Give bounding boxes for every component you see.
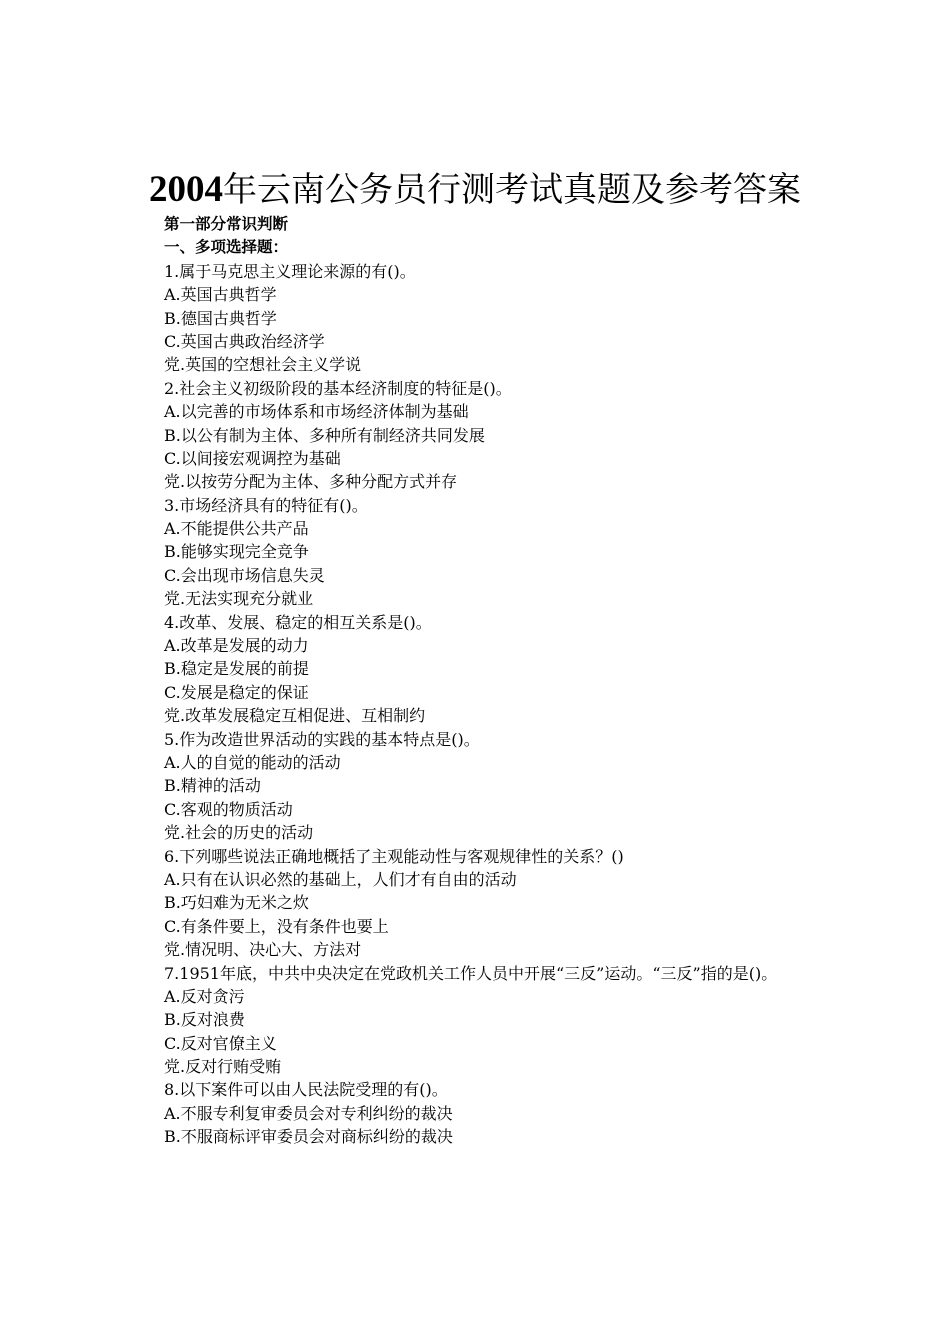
part-heading: 第一部分常识判断 [164, 215, 289, 233]
option-d: 党.改革发展稳定互相促进、互相制约 [164, 706, 426, 726]
option-b: B.稳定是发展的前提 [164, 659, 309, 679]
question-stem: 6.下列哪些说法正确地概括了主观能动性与客观规律性的关系？() [164, 846, 624, 866]
option-c: C.客观的物质活动 [164, 799, 293, 819]
question-stem: 4.改革、发展、稳定的相互关系是()。 [164, 612, 432, 632]
document-body [127, 213, 837, 1149]
option-d: 党.英国的空想社会主义学说 [164, 355, 362, 375]
option-d: 党.情况明、决心大、方法对 [164, 940, 362, 960]
option-b: B.德国古典哲学 [164, 308, 277, 328]
option-a: A.只有在认识必然的基础上，人们才有自由的活动 [164, 869, 517, 889]
option-c: C.以间接宏观调控为基础 [164, 448, 341, 468]
question-stem: 1.属于马克思主义理论来源的有()。 [164, 261, 416, 281]
question-stem: 7.1951年底，中共中央决定在党政机关工作人员中开展“三反”运动。“三反”指的是()。 [164, 963, 778, 983]
question-1 [127, 260, 837, 377]
question-stem: 3.市场经济具有的特征有()。 [164, 495, 368, 515]
option-b: B.能够实现完全竞争 [164, 542, 309, 562]
option-a: A.不能提供公共产品 [164, 519, 309, 539]
option-d: 党.社会的历史的活动 [164, 823, 314, 843]
option-c: C.会出现市场信息失灵 [164, 565, 325, 585]
question-2 [127, 377, 837, 494]
question-5 [127, 728, 837, 845]
option-a: A.不服专利复审委员会对专利纠纷的裁决 [164, 1103, 453, 1123]
option-a: A.改革是发展的动力 [164, 636, 309, 656]
question-8 [127, 1078, 837, 1148]
option-c: C.英国古典政治经济学 [164, 331, 325, 351]
question-stem: 5.作为改造世界活动的实践的基本特点是()。 [164, 729, 480, 749]
question-6 [127, 845, 837, 962]
option-a: A.人的自觉的能动的活动 [164, 752, 341, 772]
question-3 [127, 494, 837, 611]
option-b: B.巧妇难为无米之炊 [164, 893, 309, 913]
option-c: C.有条件要上，没有条件也要上 [164, 916, 389, 936]
option-a: A.以完善的市场体系和市场经济体制为基础 [164, 402, 469, 422]
document-title [0, 166, 950, 214]
question-stem: 2.社会主义初级阶段的基本经济制度的特征是()。 [164, 378, 512, 398]
question-stem: 8.以下案件可以由人民法院受理的有()。 [164, 1080, 448, 1100]
option-a: A.英国古典哲学 [164, 285, 277, 305]
option-a: A.反对贪污 [164, 986, 245, 1006]
option-c: C.发展是稳定的保证 [164, 682, 309, 702]
option-b: B.精神的活动 [164, 776, 261, 796]
option-d: 党.反对行贿受贿 [164, 1057, 282, 1077]
question-4 [127, 611, 837, 728]
option-d: 党.无法实现充分就业 [164, 589, 314, 609]
option-b: B.反对浪费 [164, 1010, 245, 1030]
option-c: C.反对官僚主义 [164, 1033, 277, 1053]
section-heading: 一、多项选择题： [164, 238, 289, 257]
option-b: B.以公有制为主体、多种所有制经济共同发展 [164, 425, 485, 445]
option-d: 党.以按劳分配为主体、多种分配方式并存 [164, 472, 458, 492]
title-text: 年云南公务员行测考试真题及参考答案 [223, 170, 801, 210]
title-year: 2004 [149, 169, 223, 210]
question-7 [127, 962, 837, 1079]
option-b: B.不服商标评审委员会对商标纠纷的裁决 [164, 1127, 453, 1147]
